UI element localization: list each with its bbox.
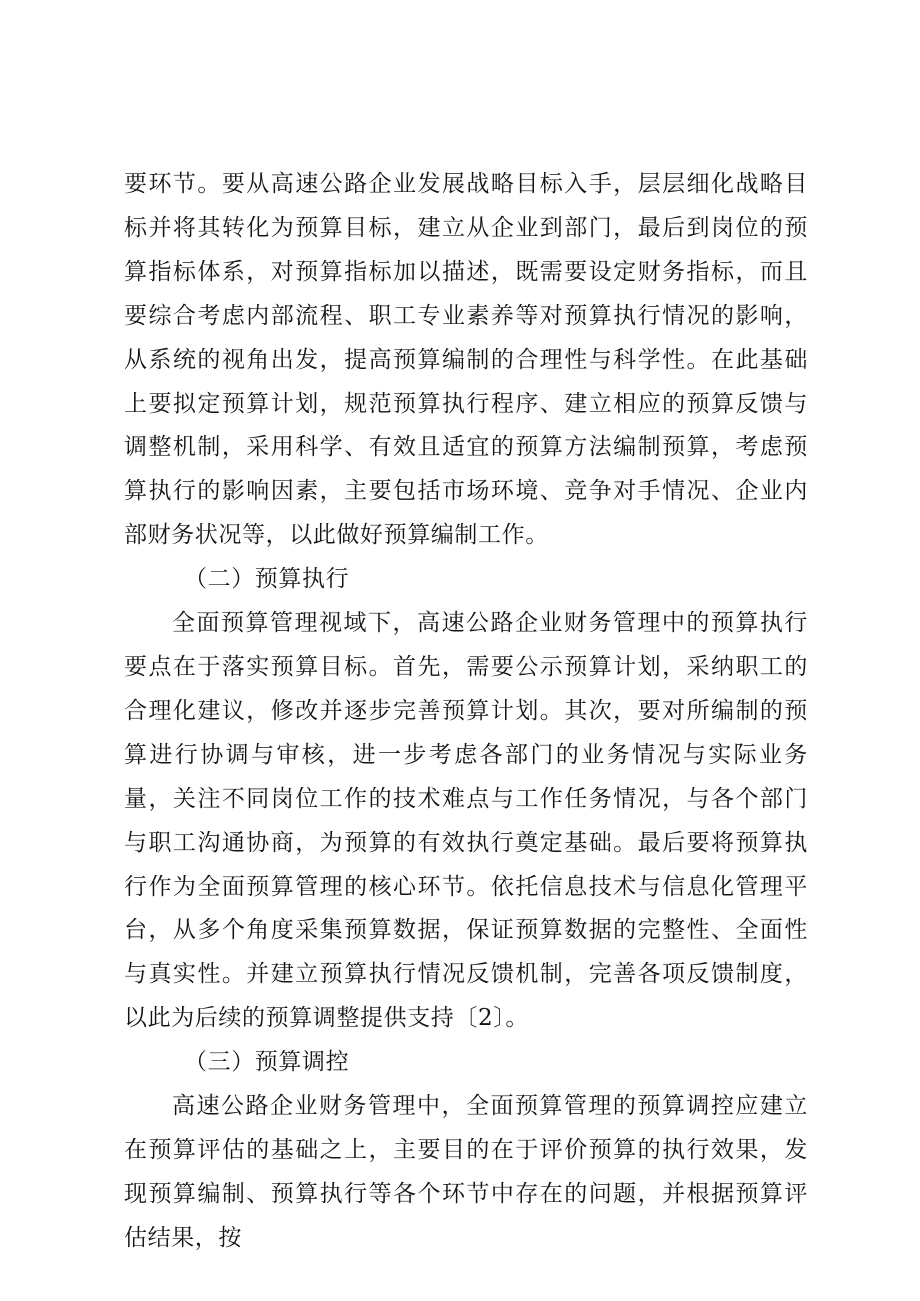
paragraph-budget-execution: 全面预算管理视域下，高速公路企业财务管理中的预算执行要点在于落实预算目标。首先，需要公示预算计划，采纳职工的合理化建议，修改并逐步完善预算计划。其次，要对所编制的预算进行协调与审核，进一步考虑各部门的业务情况与实际业务量，关注不同岗位工作的技术难点与工作任务情况，与各个部门与职工沟通协商，为预算的有效执行奠定基础。最后要将预算执行作为全面预算管理的核心环节。依托信息技术与信息化管理平台，从多个角度采集预算数据，保证预算数据的完整性、全面性与真实性。并建立预算执行情况反馈机制，完善各项反馈制度，以此为后续的预算调整提供支持〔2〕。 [124, 610, 808, 1032]
section-heading-budget-control: （三）预算调控 [184, 1049, 350, 1076]
paragraph-budget-control: 高速公路企业财务管理中，全面预算管理的预算调控应建立在预算评估的基础之上，主要目的在于评价预算的执行效果，发现预算编制、预算执行等各个环节中存在的问题，并根据预算评估结果，按 [124, 1093, 808, 1251]
section-heading-budget-execution: （二）预算执行 [184, 566, 350, 593]
document-body [124, 163, 808, 1261]
paragraph-budget-compilation-continued: 要环节。要从高速公路企业发展战略目标入手，层层细化战略目标并将其转化为预算目标，建立从企业到部门，最后到岗位的预算指标体系，对预算指标加以描述，既需要设定财务指标，而且要综合考虑内部流程、职工专业素养等对预算执行情况的影响，从系统的视角出发，提高预算编制的合理性与科学性。在此基础上要拟定预算计划，规范预算执行程序、建立相应的预算反馈与调整机制，采用科学、有效且适宜的预算方法编制预算，考虑预算执行的影响因素，主要包括市场环境、竞争对手情况、企业内部财务状况等，以此做好预算编制工作。 [124, 171, 808, 549]
